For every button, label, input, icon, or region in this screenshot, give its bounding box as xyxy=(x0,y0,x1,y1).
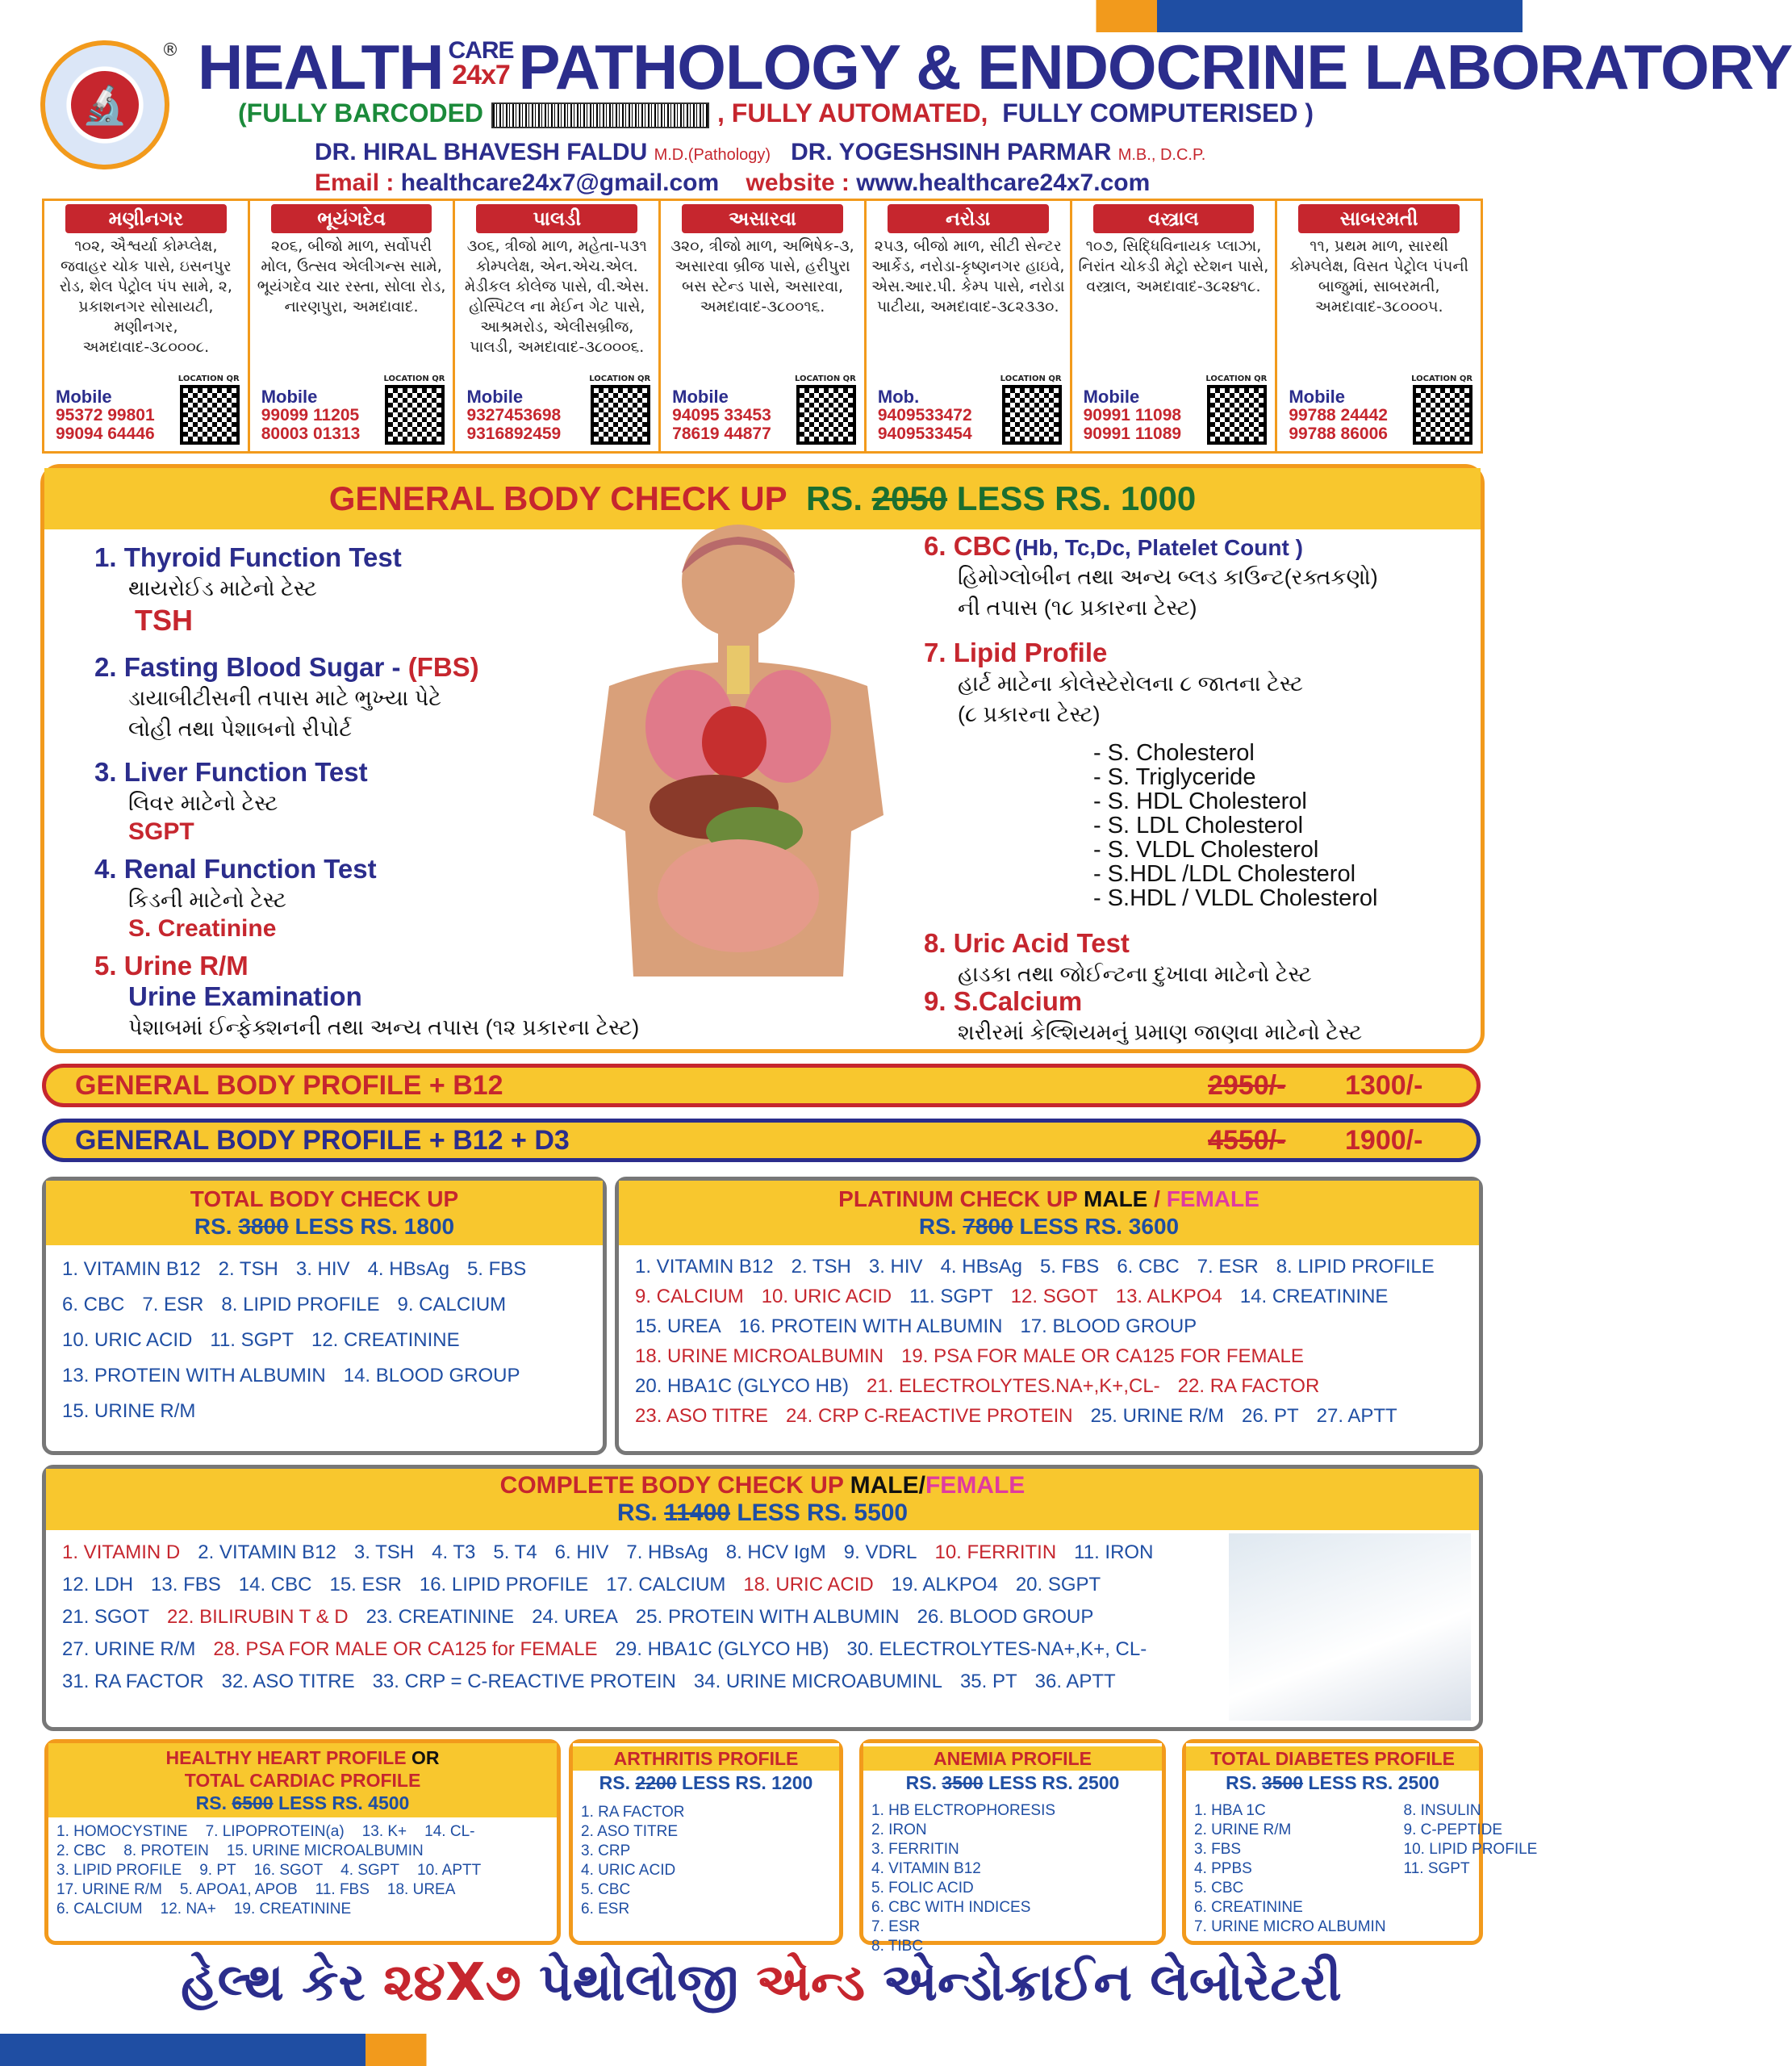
doctor-writing-illustration xyxy=(1229,1533,1471,1721)
test-item: 21. ELECTROLYTES.NA+,K+,CL- xyxy=(866,1375,1160,1397)
test-item: 6. CREATININE xyxy=(1194,1899,1303,1916)
test-item: 5. T4 xyxy=(493,1541,537,1563)
test-item: 6. CBC xyxy=(62,1294,125,1315)
test-item: 14. CL- xyxy=(424,1823,475,1840)
test-item: 10. APTT xyxy=(417,1862,482,1879)
test-item: 16. PROTEIN WITH ALBUMIN xyxy=(738,1315,1003,1337)
test-item: 3. HIV xyxy=(868,1256,923,1278)
test-item: 8. HCV IgM xyxy=(725,1541,826,1563)
lab-logo xyxy=(40,40,179,169)
branch-vastral: વસ્ત્રાલ ૧૦૭, સિદ્ધિવિનાયક પ્લાઝા, નિરાંત ચોકડી મેટ્રો સ્ટેશન પાસે, વસ્ત્રાલ, અમદાવાદ-૩૮૨૪૧૮. Mobile 90991 11098 90991 11089 LOCATION QR xyxy=(1072,201,1278,451)
test-item: 4. HBsAg xyxy=(367,1258,449,1280)
test-item: 3. CRP xyxy=(581,1842,631,1859)
test-item: 9. CALCIUM xyxy=(397,1294,507,1315)
test-item: 7. ESR xyxy=(1197,1256,1259,1278)
test-liver: 3. Liver Function Test લિવર માટેનો ટેસ્ટ SGPT xyxy=(94,757,368,845)
test-item: 5. FBS xyxy=(466,1258,527,1280)
total-body-tests xyxy=(46,1245,603,1436)
test-item: 20. HBA1C (GLYCO HB) xyxy=(635,1375,849,1397)
test-item: 11. SGPT xyxy=(210,1329,294,1351)
test-item: 12. NA+ xyxy=(160,1901,216,1918)
footer-title-gujarati: હેલ્થ કેર ૨૪X૭ પેથોલોજી એન્ડ એન્ડોક્રાઈન લેબોરેટરી xyxy=(181,1953,1342,2013)
test-item: 4. SGPT xyxy=(340,1862,400,1879)
lab-title: HEALTH CARE 24x7 PATHOLOGY & ENDOCRINE LABORATORY xyxy=(198,31,1792,102)
test-thyroid: 1. Thyroid Function Test થાયરોઈડ માટેનો ટેસ્ટ TSH xyxy=(94,542,402,637)
test-item: 2. CBC xyxy=(56,1842,107,1859)
test-item: 10. LIPID PROFILE xyxy=(1403,1841,1538,1858)
branch-naroda: નરોડા ૨૫૩, બીજો માળ, સીટી સેન્ટર આર્કેડ, નરોડા-કૃષ્ણનગર હાઇવે, એસ.આર.પી. કેમ્પ પાસે, નરોડા પાટીયા, અમદાવાદ-૩૮૨૩૩૦. Mob. 9409533472 9409533454 LOCATION QR xyxy=(867,201,1072,451)
test-item: 3. FBS xyxy=(1194,1841,1242,1858)
test-item: 3. FERRITIN xyxy=(871,1841,959,1858)
test-item: 18. URIC ACID xyxy=(743,1574,874,1596)
test-item: 1. VITAMIN B12 xyxy=(62,1258,201,1280)
test-item: 2. URINE R/M xyxy=(1194,1821,1292,1838)
qr-code-icon[interactable] xyxy=(1413,385,1472,445)
test-item: 7. URINE MICRO ALBUMIN xyxy=(1194,1918,1386,1935)
test-item: 20. SGPT xyxy=(1015,1574,1101,1596)
test-item: 9. VDRL xyxy=(843,1541,917,1563)
branch-sabarmati: સાબરમતી ૧૧, પ્રથમ માળ, સારથી કોમ્પલેક્ષ, વિસત પેટ્રોલ પંપની બાજુમાં, સાબરમતી, અમદાવાદ-૩૮૦૦૦૫. Mobile 99788 24442 99788 86006 LOCATION QR xyxy=(1277,201,1481,451)
test-item: 13. ALKPO4 xyxy=(1115,1286,1222,1307)
arthritis-profile: ARTHRITIS PROFILE RS. 2200 LESS RS. 1200 1. RA FACTOR 2. ASO TITRE 3. CRP 4. URIC ACID 5. CBC 6. ESR xyxy=(569,1739,843,1945)
tagline: (FULLY BARCODED , FULLY AUTOMATED, FULLY COMPUTERISED ) xyxy=(238,98,1314,128)
profile-b12: GENERAL BODY PROFILE + B12 2950/- 1300/- xyxy=(42,1064,1481,1107)
platinum-tests xyxy=(619,1245,1479,1437)
test-item: 33. CRP = C-REACTIVE PROTEIN xyxy=(372,1671,676,1692)
test-item: 1. HB ELCTROPHORESIS xyxy=(871,1802,1056,1819)
test-item: 11. FBS xyxy=(315,1881,370,1898)
test-item: 15. URINE R/M xyxy=(62,1400,196,1422)
qr-code-icon[interactable] xyxy=(180,385,240,445)
test-item: 22. BILIRUBIN T & D xyxy=(167,1606,349,1628)
arthritis-tests xyxy=(573,1798,839,1924)
qr-code-icon[interactable] xyxy=(385,385,445,445)
test-item: 4. PPBS xyxy=(1194,1860,1252,1877)
test-item: 14. CBC xyxy=(238,1574,312,1596)
test-item: 1. VITAMIN D xyxy=(62,1541,181,1563)
test-item: 15. ESR xyxy=(329,1574,402,1596)
test-item: 8. PROTEIN xyxy=(123,1842,209,1859)
test-item: 8. LIPID PROFILE xyxy=(221,1294,380,1315)
test-item: 15. URINE MICROALBUMIN xyxy=(226,1842,424,1859)
heart-profile: HEALTHY HEART PROFILE OR TOTAL CARDIAC PROFILE RS. 6500 LESS RS. 4500 1. HOMOCYSTINE 7. LIPOPROTEIN(a) 13. K+ 14. CL- 2. CBC 8. PROTEIN 15. URINE MICROALBUMIN 3. LIPID PROFILE 9. PT 16. SGOT 4. SGPT 10. APTT 17. URINE R/M 5. APOA1, APOB 11. FBS 18. UREA 6. CALCIUM 12. NA+ 19. CREATININE xyxy=(44,1739,561,1945)
test-item: 9. CALCIUM xyxy=(635,1286,744,1307)
diabetes-profile: TOTAL DIABETES PROFILE RS. 3500 LESS RS. 2500 1. HBA 1C 2. URINE R/M 3. FBS 4. PPBS 5. CBC 6. CREATININE 7. URINE MICRO ALBUMIN 8. INSULIN 9. C-PEPTIDE 10. LIPID PROFILE 11. SGPT xyxy=(1182,1739,1483,1945)
general-checkup-header: GENERAL BODY CHECK UP RS. 2050 LESS RS. 1000 xyxy=(44,468,1481,529)
test-item: 25. PROTEIN WITH ALBUMIN xyxy=(635,1606,900,1628)
registered-mark: ® xyxy=(161,40,179,61)
test-item: 4. URIC ACID xyxy=(581,1862,676,1879)
test-item: 17. URINE R/M xyxy=(56,1881,162,1898)
test-item: 32. ASO TITRE xyxy=(221,1671,355,1692)
barcode-graphic xyxy=(491,102,709,128)
test-item: 19. ALKPO4 xyxy=(891,1574,998,1596)
test-item: 16. LIPID PROFILE xyxy=(419,1574,589,1596)
test-item: 22. RA FACTOR xyxy=(1177,1375,1320,1397)
complete-body-checkup: COMPLETE BODY CHECK UP MALE/FEMALE RS. 11400 LESS RS. 5500 1. VITAMIN D 2. VITAMIN B12 3. TSH 4. T3 5. T4 6. HIV 7. HBsAg 8. HCV IgM 9. VDRL 10. FERRITIN 11. IRON 12. LDH 13. FBS 14. CBC 15. ESR 16. LIPID PROFILE 17. CALCIUM 18. URIC ACID 19. ALKPO4 20. SGPT 21. SGOT 22. BILIRUBIN T & D 23. CREATININE 24. UREA 25. PROTEIN WITH ALBUMIN 26. BLOOD GROUP 27. URINE R/M 28. PSA FOR MALE OR CA125 for FEMALE 29. HBA1C (GLYCO HB) 30. ELECTROLYTES-NA+,K+, CL- 31. RA FACTOR 32. ASO TITRE 33. CRP = C-REACTIVE PROTEIN 34. URINE MICROABUMINL 35. PT 36. APTT xyxy=(42,1465,1483,1731)
test-item: 26. BLOOD GROUP xyxy=(917,1606,1094,1628)
microscope-icon: 🔬 xyxy=(71,71,139,139)
test-item: 2. VITAMIN B12 xyxy=(198,1541,336,1563)
test-item: 27. URINE R/M xyxy=(62,1638,196,1660)
test-uric-acid: 8. Uric Acid Test હાડકા તથા જોઈન્ટના દુખાવા માટેનો ટેસ્ટ xyxy=(924,928,1312,986)
test-item: 2. TSH xyxy=(218,1258,278,1280)
test-item: 1. VITAMIN B12 xyxy=(635,1256,774,1278)
test-item: 11. SGPT xyxy=(1403,1860,1470,1877)
test-item: 15. UREA xyxy=(635,1315,721,1337)
test-item: 7. ESR xyxy=(871,1918,921,1935)
complete-tests xyxy=(46,1530,1216,1704)
anemia-profile: ANEMIA PROFILE RS. 3500 LESS RS. 2500 1. HB ELCTROPHORESIS 2. IRON 3. FERRITIN 4. VITAMIN B12 5. FOLIC ACID 6. CBC WITH INDICES 7. ESR 8. TIBC xyxy=(859,1739,1166,1945)
test-item: 21. SGOT xyxy=(62,1606,150,1628)
test-item: 8. INSULIN xyxy=(1403,1802,1481,1819)
test-item: 14. BLOOD GROUP xyxy=(343,1365,520,1386)
test-item: 3. TSH xyxy=(353,1541,415,1563)
test-item: 12. SGOT xyxy=(1010,1286,1098,1307)
qr-code-icon[interactable] xyxy=(591,385,650,445)
test-item: 28. PSA FOR MALE OR CA125 for FEMALE xyxy=(213,1638,598,1660)
test-item: 24. CRP C-REACTIVE PROTEIN xyxy=(785,1405,1073,1427)
care-24x7-badge: CARE 24x7 xyxy=(448,37,514,90)
test-item: 12. LDH xyxy=(62,1574,134,1596)
test-item: 11. SGPT xyxy=(909,1286,993,1307)
test-item: 5. FBS xyxy=(1039,1256,1100,1278)
test-item: 7. ESR xyxy=(142,1294,204,1315)
test-fbs: 2. Fasting Blood Sugar - (FBS) ડાયાબીટીસની તપાસ માટે ભુખ્યા પેટે લોહી તથા પેશાબનો રીપોર્ટ xyxy=(94,652,479,741)
test-item: 14. CREATININE xyxy=(1239,1286,1389,1307)
top-color-bar xyxy=(0,0,1523,32)
test-item: 4. T3 xyxy=(432,1541,476,1563)
test-item: 23. ASO TITRE xyxy=(635,1405,768,1427)
branch-paldi: પાલડી ૩૦૬, ત્રીજો માળ, મહેતા-૫૩૧ કોમ્પલેક્ષ, એન.એચ.એલ. મેડીકલ કોલેજ પાસે, વી.એસ. હોસ્પિટલ ના મેઈન ગેટ પાસે, આશ્રમરોડ, એલીસબ્રીજ, પાલડી, અમદાવાદ-૩૮૦૦૦૬. Mobile 9327453698 9316892459 LOCATION QR xyxy=(455,201,661,451)
test-item: 19. PSA FOR MALE OR CA125 FOR FEMALE xyxy=(901,1345,1304,1367)
test-item: 1. HBA 1C xyxy=(1194,1802,1266,1819)
human-anatomy-illustration xyxy=(561,525,916,985)
test-item: 36. APTT xyxy=(1034,1671,1116,1692)
lipid-list: - S. Cholesterol - S. Triglyceride - S. HDL Cholesterol - S. LDL Cholesterol - S. VLDL Cholesterol - S.HDL /LDL Cholesterol - S.HDL / VLDL Cholesterol xyxy=(1093,740,1378,911)
test-item: 26. PT xyxy=(1241,1405,1299,1427)
test-item: 5. FOLIC ACID xyxy=(871,1880,974,1897)
test-item: 13. FBS xyxy=(151,1574,221,1596)
test-item: 6. HIV xyxy=(554,1541,609,1563)
test-item: 5. CBC xyxy=(1194,1880,1244,1897)
test-item: 6. CALCIUM xyxy=(56,1901,143,1918)
test-item: 1. RA FACTOR xyxy=(581,1804,685,1821)
test-item: 5. APOA1, APOB xyxy=(179,1881,298,1898)
test-item: 6. CBC xyxy=(1117,1256,1180,1278)
website-link[interactable]: www.healthcare24x7.com xyxy=(856,169,1151,196)
test-item: 6. CBC WITH INDICES xyxy=(871,1899,1031,1916)
qr-code-icon[interactable] xyxy=(796,385,856,445)
test-item: 25. URINE R/M xyxy=(1090,1405,1224,1427)
test-item: 10. URIC ACID xyxy=(62,1329,193,1351)
test-item: 17. CALCIUM xyxy=(606,1574,726,1596)
qr-code-icon[interactable] xyxy=(1207,385,1267,445)
test-item: 2. ASO TITRE xyxy=(581,1823,679,1840)
test-item: 13. K+ xyxy=(361,1823,407,1840)
email-link[interactable]: healthcare24x7@gmail.com xyxy=(400,169,720,196)
diabetes-tests xyxy=(1186,1798,1538,1951)
test-item: 8. TIBC xyxy=(871,1938,924,1955)
doctors-line: DR. HIRAL BHAVESH FALDU M.D.(Pathology) DR. YOGESHSINH PARMAR M.B., D.C.P. xyxy=(315,139,1206,165)
test-item: 18. URINE MICROALBUMIN xyxy=(635,1345,884,1367)
test-item: 8. LIPID PROFILE xyxy=(1276,1256,1435,1278)
test-item: 13. PROTEIN WITH ALBUMIN xyxy=(62,1365,326,1386)
total-body-checkup: TOTAL BODY CHECK UP RS. 3800 LESS RS. 1800 1. VITAMIN B12 2. TSH 3. HIV 4. HBsAg 5. FBS 6. CBC 7. ESR 8. LIPID PROFILE 9. CALCIUM 10. URIC ACID 11. SGPT 12. CREATININE 13. PROTEIN WITH ALBUMIN 14. BLOOD GROUP 15. URINE R/M xyxy=(42,1177,607,1455)
test-item: 4. HBsAg xyxy=(940,1256,1022,1278)
test-urine: 5. Urine R/M Urine Examination પેશાબમાં ઈન્ફેક્શનની તથા અન્ય તપાસ (૧૨ પ્રકારના ટેસ્ટ) xyxy=(94,951,640,1039)
heart-tests xyxy=(48,1817,565,1924)
test-item: 29. HBA1C (GLYCO HB) xyxy=(615,1638,829,1660)
test-lipid: 7. Lipid Profile હાર્ટ માટેના કોલેસ્ટેરોલના ૮ જાતના ટેસ્ટ (૮ પ્રકારના ટેસ્ટ) xyxy=(924,638,1303,726)
test-item: 7. HBsAg xyxy=(626,1541,708,1563)
test-item: 6. ESR xyxy=(581,1901,630,1918)
branch-maninagar: મણીનગર ૧૦૨, ઐશ્વર્યા કોમ્પ્લેક્ષ, જવાહર ચોક પાસે, ઇસનપુર રોડ, શેલ પેટ્રોલ પંપ સામે, ૨, પ્રકાશનગર સોસાયટી, મણીનગર, અમદાવાદ-૩૮૦૦૦૮. Mobile 95372 99801 99094 64446 LOCATION QR xyxy=(44,201,250,451)
test-item: 16. SGOT xyxy=(253,1862,324,1879)
bottom-color-bar xyxy=(0,2034,1523,2066)
test-item: 9. C-PEPTIDE xyxy=(1403,1821,1503,1838)
test-item: 30. ELECTROLYTES-NA+,K+, CL- xyxy=(846,1638,1147,1660)
test-item: 10. FERRITIN xyxy=(934,1541,1057,1563)
branch-asarva: અસારવા ૩૨૦, ત્રીજો માળ, અભિષેક-૩, અસારવા બ્રીજ પાસે, હરીપુરા બસ સ્ટેન્ડ પાસે, અસારવા, અમદાવાદ-૩૮૦૦૧૬. Mobile 94095 33453 78619 44877 LOCATION QR xyxy=(661,201,867,451)
test-item: 18. UREA xyxy=(386,1881,456,1898)
anemia-tests xyxy=(863,1798,1162,1959)
profile-b12-d3: GENERAL BODY PROFILE + B12 + D3 4550/- 1900/- xyxy=(42,1119,1481,1162)
test-item: 1. HOMOCYSTINE xyxy=(56,1823,188,1840)
test-item: 3. HIV xyxy=(295,1258,350,1280)
test-item: 3. LIPID PROFILE xyxy=(56,1862,182,1879)
test-item: 31. RA FACTOR xyxy=(62,1671,204,1692)
qr-code-icon[interactable] xyxy=(1002,385,1062,445)
test-item: 12. CREATININE xyxy=(311,1329,460,1351)
test-item: 27. APTT xyxy=(1316,1405,1397,1427)
test-item: 7. LIPOPROTEIN(a) xyxy=(205,1823,345,1840)
test-item: 10. URIC ACID xyxy=(761,1286,892,1307)
test-item: 19. CREATININE xyxy=(233,1901,352,1918)
branch-list xyxy=(42,199,1483,454)
test-item: 23. CREATININE xyxy=(366,1606,515,1628)
test-calcium: 9. S.Calcium શરીરમાં કેલ્શિયમનું પ્રમાણ જાણવા માટેનો ટેસ્ટ xyxy=(924,986,1363,1044)
platinum-checkup: PLATINUM CHECK UP MALE / FEMALE RS. 7800 LESS RS. 3600 1. VITAMIN B12 2. TSH 3. HIV 4. HBsAg 5. FBS 6. CBC 7. ESR 8. LIPID PROFILE 9. CALCIUM 10. URIC ACID 11. SGPT 12. SGOT 13. ALKPO4 14. CREATININE 15. UREA 16. PROTEIN WITH ALBUMIN 17. BLOOD GROUP 18. URINE MICROALBUMIN 19. PSA FOR MALE OR CA125 FOR FEMALE 20. HBA1C (GLYCO HB) 21. ELECTROLYTES.NA+,K+,CL- 22. RA FACTOR 23. ASO TITRE 24. CRP C-REACTIVE PROTEIN 25. URINE R/M 26. PT 27. APTT xyxy=(615,1177,1483,1455)
test-item: 17. BLOOD GROUP xyxy=(1020,1315,1197,1337)
test-item: 5. CBC xyxy=(581,1881,631,1898)
test-item: 9. PT xyxy=(199,1862,236,1879)
test-item: 24. UREA xyxy=(532,1606,618,1628)
test-item: 2. IRON xyxy=(871,1821,927,1838)
contact-line: Email : healthcare24x7@gmail.com website : www.healthcare24x7.com xyxy=(315,169,1151,196)
test-item: 34. URINE MICROABUMINL xyxy=(693,1671,942,1692)
test-cbc: 6. CBC (Hb, Tc,Dc, Platelet Count ) હિમોગ્લોબીન તથા અન્ય બ્લડ કાઉન્ટ(રક્તકણો) ની તપાસ (૧૮ પ્રકારના ટેસ્ટ) xyxy=(924,531,1378,620)
general-body-checkup xyxy=(40,464,1485,1053)
test-item: 4. VITAMIN B12 xyxy=(871,1860,981,1877)
branch-bhuyangdev: ભૂયંગદેવ ૨૦૬, બીજો માળ, સર્વોપરી મોલ, ઉત્સવ એલીગન્સ સામે, ભૂયંગદેવ ચાર રસ્તા, સોલા રોડ, નારણપુરા, અમદાવાદ. Mobile 99099 11205 80003 01313 LOCATION QR xyxy=(250,201,456,451)
test-renal: 4. Renal Function Test કિડની માટેનો ટેસ્ટ S. Creatinine xyxy=(94,854,377,942)
test-item: 11. IRON xyxy=(1074,1541,1154,1563)
test-item: 35. PT xyxy=(959,1671,1017,1692)
test-item: 2. TSH xyxy=(791,1256,851,1278)
